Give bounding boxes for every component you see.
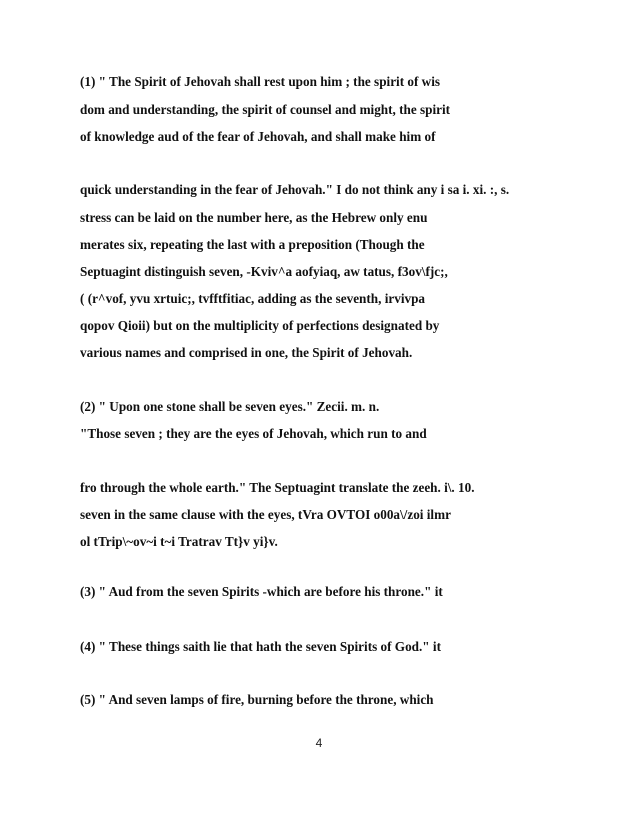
text-line: fro through the whole earth." The Septuagint translate the zeeh. i\. 10. — [80, 480, 475, 495]
text-line: merates six, repeating the last with a preposition (Though the — [80, 237, 425, 252]
text-line: "Those seven ; they are the eyes of Jehovah, which run to and — [80, 426, 427, 441]
text-line: dom and understanding, the spirit of counsel and might, the spirit — [80, 102, 451, 117]
text-line: ol tTrip\~ov~i t~i Tratrav Tt}v yi}v. — [80, 534, 278, 549]
text-line: Septuagint distinguish seven, -Kviv^a aofyiaq, aw tatus, f3ov\fjc;, — [80, 264, 448, 279]
text-line: ( (r^vof, yvu xrtuic;, tvfftfitiac, adding as the seventh, irvivpa — [80, 291, 426, 306]
text-line: (5) " And seven lamps of fire, burning before the throne, which — [80, 692, 434, 707]
text-line: (4) " These things saith lie that hath the seven Spirits of God." it — [80, 639, 441, 654]
page-number: 4 — [315, 736, 323, 750]
text-line: of knowledge aud of the fear of Jehovah, and shall make him of — [80, 129, 436, 144]
text-line: (3) " Aud from the seven Spirits -which are before his throne." it — [80, 584, 443, 599]
text-line: various names and comprised in one, the Spirit of Jehovah. — [80, 345, 413, 360]
text-line: quick understanding in the fear of Jehovah." I do not think any i sa i. xi. :, s. — [80, 182, 510, 197]
text-line: seven in the same clause with the eyes, tVra OVTOI o00a\/zoi ilmr — [80, 507, 451, 522]
text-line: (2) " Upon one stone shall be seven eyes." Zecii. m. n. — [80, 399, 380, 414]
text-line: qopov Qioii) but on the multiplicity of perfections designated by — [80, 318, 440, 333]
text-line: stress can be laid on the number here, as the Hebrew only enu — [80, 210, 428, 225]
text-line: (1) " The Spirit of Jehovah shall rest upon him ; the spirit of wis — [80, 74, 440, 89]
